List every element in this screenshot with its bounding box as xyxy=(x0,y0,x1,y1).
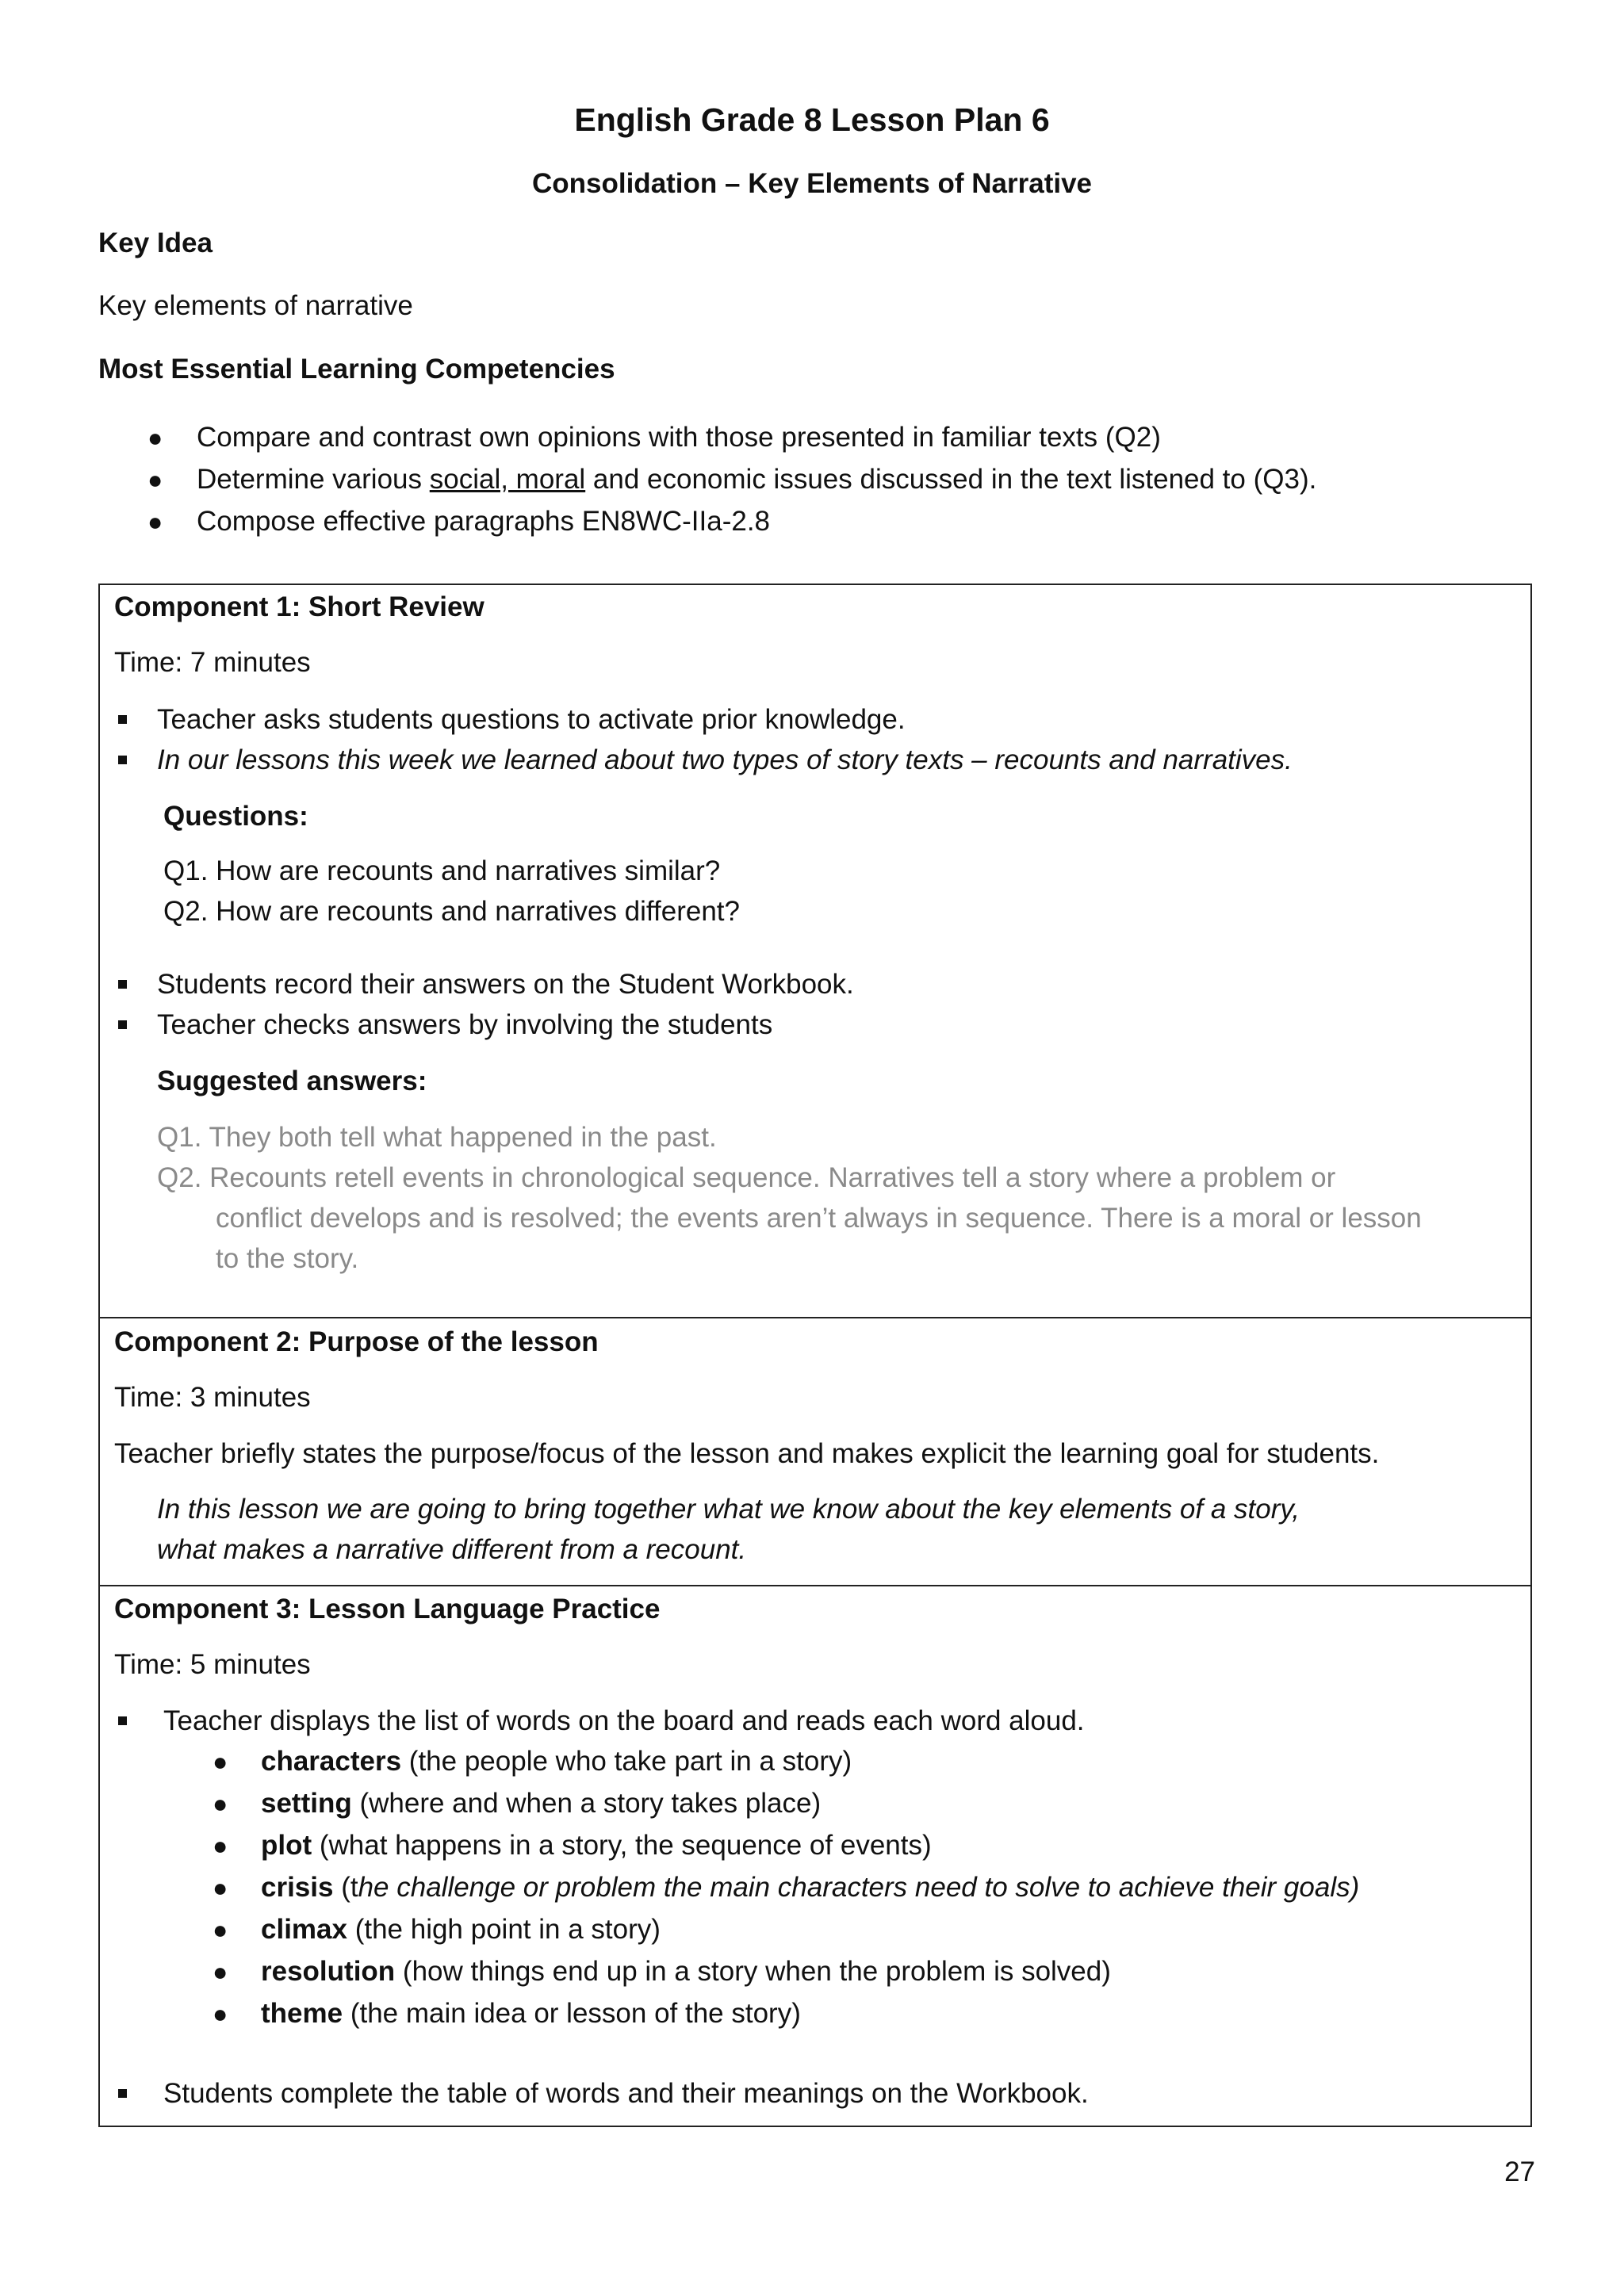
word-definition-prefix: (t xyxy=(333,1872,358,1903)
component-2-text: Teacher briefly states the purpose/focus of the lesson and makes explicit the learning goal for students. xyxy=(114,1438,1380,1469)
key-idea-text: Key elements of narrative xyxy=(98,290,413,321)
competencies-heading: Most Essential Learning Competencies xyxy=(98,354,615,385)
square-bullet-icon xyxy=(118,1020,127,1029)
bullet-dot-icon: ● xyxy=(213,1957,228,1986)
competency-item-3: Compose effective paragraphs EN8WC-IIa-2.8 xyxy=(197,506,771,537)
word-term: plot xyxy=(261,1830,312,1861)
bullet-dot-icon: ● xyxy=(213,1999,228,2028)
answer-1: Q1. They both tell what happened in the past. xyxy=(157,1122,717,1153)
word-term: setting xyxy=(261,1788,352,1819)
word-definition: (what happens in a story, the sequence of events) xyxy=(312,1830,932,1861)
bullet-dot-icon: ● xyxy=(147,465,163,494)
component-1-bullet-3: Students record their answers on the Student Workbook. xyxy=(157,969,854,1000)
square-bullet-icon xyxy=(118,1716,127,1725)
bullet-dot-icon: ● xyxy=(213,1747,228,1776)
page-number: 27 xyxy=(1504,2156,1535,2187)
component-2-heading: Component 2: Purpose of the lesson xyxy=(114,1326,599,1357)
square-bullet-icon xyxy=(118,980,127,989)
square-bullet-icon xyxy=(118,715,127,724)
bullet-dot-icon: ● xyxy=(147,423,163,452)
component-3-bullet-2: Students complete the table of words and their meanings on the Workbook. xyxy=(163,2078,1089,2109)
competency-item-2-pre: Determine various xyxy=(197,464,430,495)
word-term: resolution xyxy=(261,1956,396,1987)
bullet-dot-icon: ● xyxy=(213,1915,228,1944)
competency-item-2 xyxy=(197,462,1316,497)
word-item xyxy=(261,1828,932,1863)
question-2: Q2. How are recounts and narratives different? xyxy=(163,896,740,927)
competency-item-2-post: and economic issues discussed in the text listened to (Q3). xyxy=(585,464,1317,495)
suggested-answers-heading: Suggested answers: xyxy=(157,1066,427,1096)
word-term: climax xyxy=(261,1914,347,1945)
bullet-dot-icon: ● xyxy=(213,1789,228,1818)
word-definition: (where and when a story takes place) xyxy=(351,1788,822,1819)
answer-2-line-3: to the story. xyxy=(216,1243,359,1274)
questions-heading: Questions: xyxy=(163,801,308,832)
word-term: crisis xyxy=(261,1872,334,1903)
bullet-dot-icon: ● xyxy=(147,507,163,536)
word-definition: (the people who take part in a story) xyxy=(401,1746,852,1777)
key-idea-heading: Key Idea xyxy=(98,228,213,258)
competency-item-2-underlined: social, moral xyxy=(429,464,586,495)
component-2-time: Time: 3 minutes xyxy=(114,1382,311,1413)
answer-2-line-2: conflict develops and is resolved; the events aren’t always in sequence. There is a moral or lesson xyxy=(216,1203,1422,1234)
page-subtitle: Consolidation – Key Elements of Narrative xyxy=(531,168,1092,199)
word-definition: (how things end up in a story when the problem is solved) xyxy=(395,1956,1111,1987)
word-item xyxy=(261,1996,801,2031)
component-1-bullet-1: Teacher asks students questions to activate prior knowledge. xyxy=(157,704,906,735)
component-1-bullet-2: In our lessons this week we learned about two types of story texts – recounts and narratives. xyxy=(157,744,1293,775)
word-definition: he challenge or problem the main characters need to solve to achieve their goals) xyxy=(358,1872,1360,1903)
word-term: characters xyxy=(261,1746,402,1777)
page-title: English Grade 8 Lesson Plan 6 xyxy=(574,101,1050,138)
answer-2-line-1: Q2. Recounts retell events in chronological sequence. Narratives tell a story where a problem or xyxy=(157,1162,1336,1193)
component-1-time: Time: 7 minutes xyxy=(114,647,311,678)
component-2-italic-line-2: what makes a narrative different from a recount. xyxy=(157,1534,747,1565)
bullet-dot-icon: ● xyxy=(213,1873,228,1902)
component-1-bullet-4: Teacher checks answers by involving the students xyxy=(157,1009,773,1040)
word-definition: (the main idea or lesson of the story) xyxy=(343,1998,801,2029)
component-1-heading: Component 1: Short Review xyxy=(114,591,485,622)
square-bullet-icon xyxy=(118,2089,127,2098)
square-bullet-icon xyxy=(118,756,127,764)
bullet-dot-icon: ● xyxy=(213,1831,228,1860)
component-3-heading: Component 3: Lesson Language Practice xyxy=(114,1594,661,1624)
word-item xyxy=(261,1912,661,1947)
word-item xyxy=(261,1786,821,1821)
component-3-bullet-1: Teacher displays the list of words on the board and reads each word aloud. xyxy=(163,1705,1085,1736)
component-2-italic-line-1: In this lesson we are going to bring together what we know about the key elements of a story, xyxy=(157,1494,1300,1525)
word-item xyxy=(261,1954,1111,1989)
question-1: Q1. How are recounts and narratives similar? xyxy=(163,855,721,886)
component-3-time: Time: 5 minutes xyxy=(114,1649,311,1680)
word-item xyxy=(261,1870,1359,1905)
word-definition: (the high point in a story) xyxy=(347,1914,661,1945)
word-item xyxy=(261,1744,852,1779)
word-term: theme xyxy=(261,1998,343,2029)
competency-item-1: Compare and contrast own opinions with those presented in familiar texts (Q2) xyxy=(197,422,1161,453)
